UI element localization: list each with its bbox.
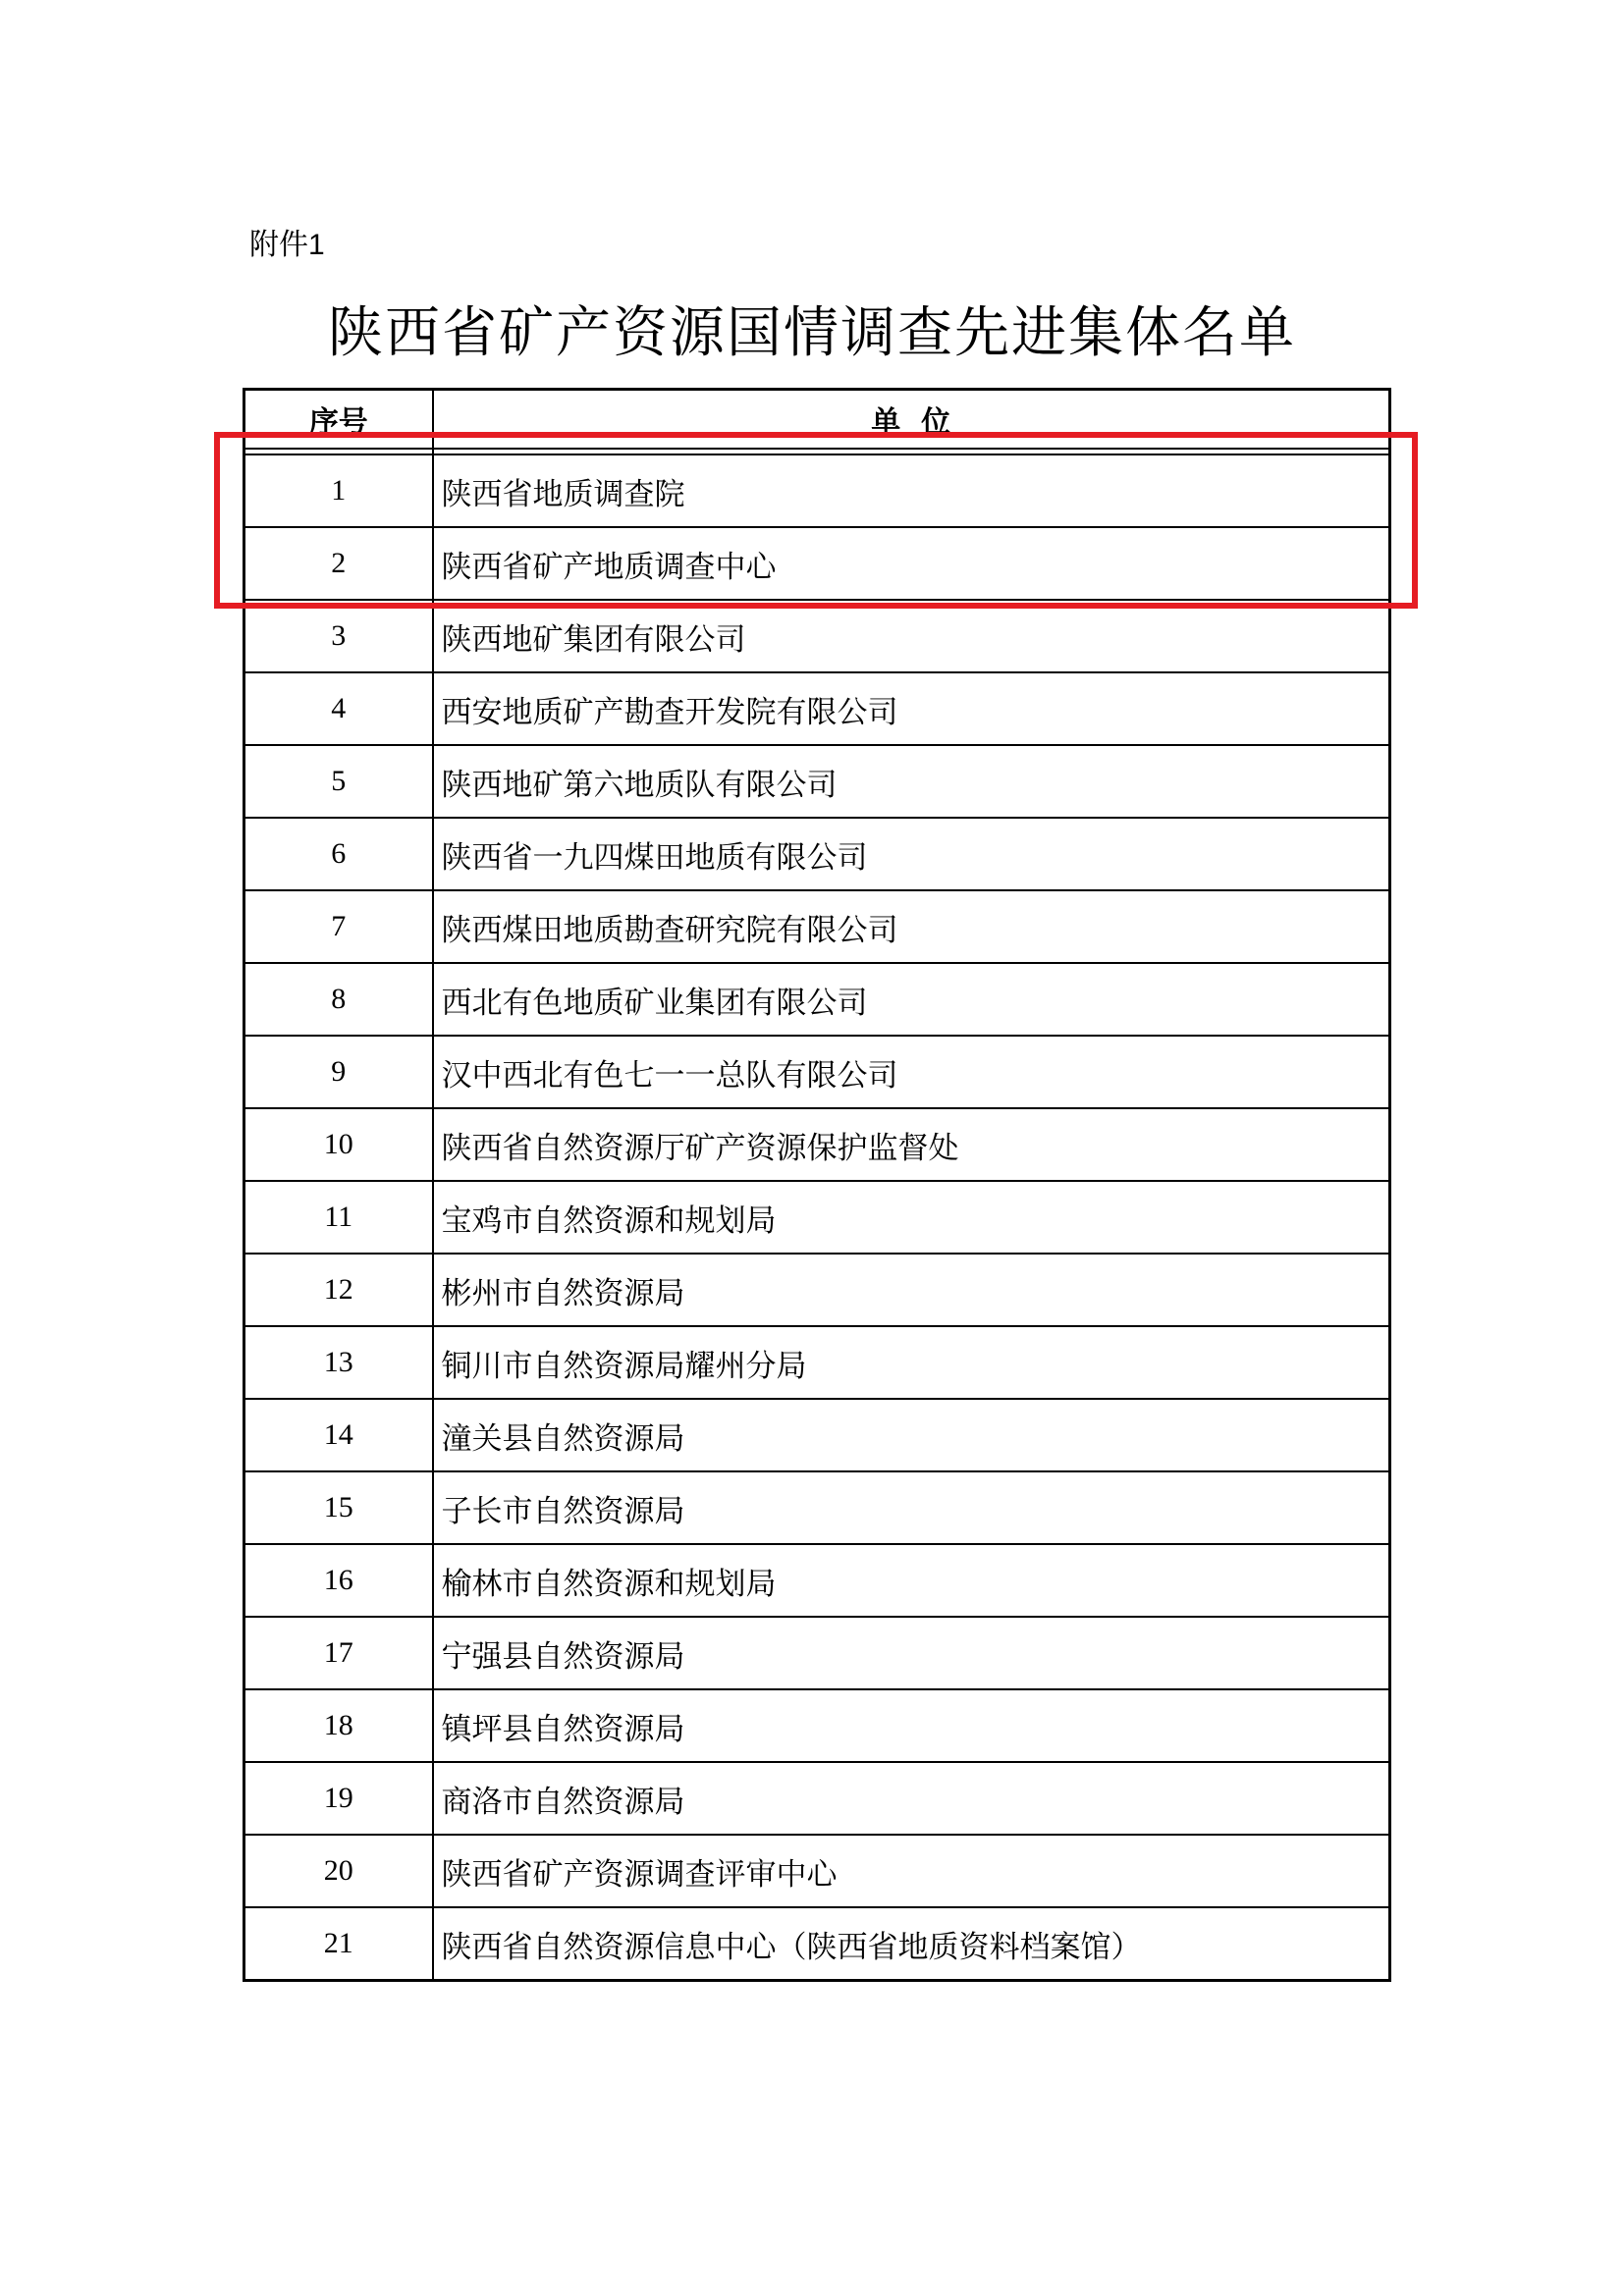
header-unit: 单 位 bbox=[433, 390, 1390, 450]
row-seq: 6 bbox=[244, 818, 433, 890]
row-unit: 镇坪县自然资源局 bbox=[433, 1689, 1390, 1762]
row-unit: 宝鸡市自然资源和规划局 bbox=[433, 1181, 1390, 1254]
table-row bbox=[244, 672, 1390, 745]
table-row bbox=[244, 1108, 1390, 1181]
row-seq: 5 bbox=[244, 745, 433, 818]
table-row bbox=[244, 1181, 1390, 1254]
row-unit: 西北有色地质矿业集团有限公司 bbox=[433, 963, 1390, 1036]
row-unit: 陕西省一九四煤田地质有限公司 bbox=[433, 818, 1390, 890]
row-unit: 榆林市自然资源和规划局 bbox=[433, 1544, 1390, 1617]
row-seq: 11 bbox=[244, 1181, 433, 1254]
row-seq: 1 bbox=[244, 454, 433, 527]
row-unit: 陕西省自然资源信息中心（陕西省地质资料档案馆） bbox=[433, 1907, 1390, 1981]
table-row bbox=[244, 1907, 1390, 1981]
table-row bbox=[244, 818, 1390, 890]
row-unit: 西安地质矿产勘查开发院有限公司 bbox=[433, 672, 1390, 745]
table-row bbox=[244, 1471, 1390, 1544]
row-unit: 铜川市自然资源局耀州分局 bbox=[433, 1326, 1390, 1399]
row-seq: 20 bbox=[244, 1835, 433, 1907]
row-seq: 12 bbox=[244, 1254, 433, 1326]
table-row bbox=[244, 1544, 1390, 1617]
row-unit: 汉中西北有色七一一总队有限公司 bbox=[433, 1036, 1390, 1108]
row-seq: 13 bbox=[244, 1326, 433, 1399]
table-row bbox=[244, 600, 1390, 672]
table-row bbox=[244, 745, 1390, 818]
row-seq: 14 bbox=[244, 1399, 433, 1471]
table-body bbox=[244, 449, 1390, 1981]
page-title: 陕西省矿产资源国情调查先进集体名单 bbox=[328, 301, 1296, 365]
row-unit: 陕西省自然资源厅矿产资源保护监督处 bbox=[433, 1108, 1390, 1181]
row-unit: 陕西省矿产地质调查中心 bbox=[433, 527, 1390, 600]
row-seq: 15 bbox=[244, 1471, 433, 1544]
row-unit: 陕西煤田地质勘查研究院有限公司 bbox=[433, 890, 1390, 963]
row-seq: 9 bbox=[244, 1036, 433, 1108]
table-row bbox=[244, 1835, 1390, 1907]
attachment-label: 附件1 bbox=[249, 229, 325, 261]
table-row bbox=[244, 1399, 1390, 1471]
row-unit: 商洛市自然资源局 bbox=[433, 1762, 1390, 1835]
table-row bbox=[244, 1617, 1390, 1689]
row-seq: 16 bbox=[244, 1544, 433, 1617]
header-seq: 序号 bbox=[244, 390, 433, 450]
table-header-row bbox=[244, 390, 1390, 450]
table-row bbox=[244, 1762, 1390, 1835]
row-seq: 21 bbox=[244, 1907, 433, 1981]
table-row bbox=[244, 454, 1390, 527]
row-seq: 17 bbox=[244, 1617, 433, 1689]
row-seq: 4 bbox=[244, 672, 433, 745]
row-seq: 19 bbox=[244, 1762, 433, 1835]
table-row bbox=[244, 1036, 1390, 1108]
row-unit: 子长市自然资源局 bbox=[433, 1471, 1390, 1544]
row-seq: 2 bbox=[244, 527, 433, 600]
row-seq: 10 bbox=[244, 1108, 433, 1181]
row-unit: 宁强县自然资源局 bbox=[433, 1617, 1390, 1689]
row-unit: 潼关县自然资源局 bbox=[433, 1399, 1390, 1471]
table-row bbox=[244, 890, 1390, 963]
table-row bbox=[244, 1689, 1390, 1762]
row-seq: 3 bbox=[244, 600, 433, 672]
row-seq: 8 bbox=[244, 963, 433, 1036]
row-unit: 彬州市自然资源局 bbox=[433, 1254, 1390, 1326]
row-unit: 陕西地矿第六地质队有限公司 bbox=[433, 745, 1390, 818]
table-row bbox=[244, 1254, 1390, 1326]
row-unit: 陕西地矿集团有限公司 bbox=[433, 600, 1390, 672]
row-seq: 18 bbox=[244, 1689, 433, 1762]
advanced-collective-table bbox=[243, 388, 1391, 1982]
table-row bbox=[244, 527, 1390, 600]
table-row bbox=[244, 963, 1390, 1036]
row-unit: 陕西省矿产资源调查评审中心 bbox=[433, 1835, 1390, 1907]
row-seq: 7 bbox=[244, 890, 433, 963]
table-row bbox=[244, 1326, 1390, 1399]
row-unit: 陕西省地质调查院 bbox=[433, 454, 1390, 527]
